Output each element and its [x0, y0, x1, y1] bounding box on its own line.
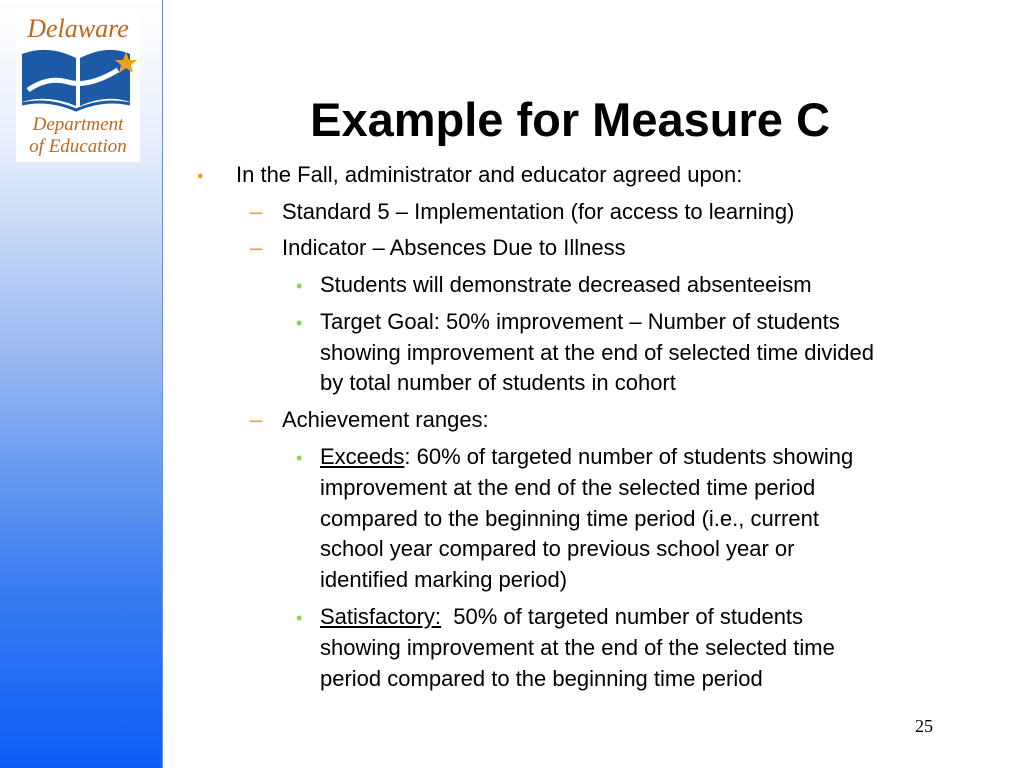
delaware-doe-logo [16, 12, 140, 162]
list-item-level3-continued: identified marking period) [320, 567, 568, 592]
list-item-level2: Standard 5 – Implementation (for access to learning) [282, 199, 795, 224]
list-item-level2: Indicator – Absences Due to Illness [282, 235, 626, 260]
sidebar-gradient [0, 0, 163, 768]
satisfactory-label: Satisfactory: [320, 604, 442, 629]
logo-department-text [16, 114, 140, 158]
list-item-level3 [320, 442, 853, 472]
dash-icon: – [250, 407, 263, 432]
dash-icon: – [250, 199, 263, 224]
list-item-level3: Students will demonstrate decreased absenteeism [320, 272, 812, 297]
list-item-level3-continued: showing improvement at the end of the selected time [320, 635, 835, 660]
logo-line-2: of Education [29, 136, 127, 157]
list-item-level3-continued: improvement at the end of the selected time period [320, 475, 816, 500]
logo-top-word: Delaware [27, 14, 129, 43]
logo-line-1: Department [32, 114, 124, 135]
book-icon [18, 46, 138, 112]
list-item-level3-continued: period compared to the beginning time period [320, 666, 763, 691]
list-item-level1: In the Fall, administrator and educator agreed upon: [236, 162, 743, 187]
dash-icon: – [250, 235, 263, 260]
bullet-icon: • [296, 276, 303, 296]
page-number: 25 [915, 716, 933, 736]
bullet-icon: • [296, 448, 303, 468]
bullet-icon: • [296, 313, 303, 333]
exceeds-text: : 60% of targeted number of students showing [404, 444, 854, 469]
list-item-level3: Target Goal: 50% improvement – Number of students [320, 309, 840, 334]
satisfactory-text: 50% of targeted number of students [441, 604, 804, 629]
list-item-level3-continued: by total number of students in cohort [320, 370, 676, 395]
list-item-level3-continued: school year compared to previous school year or [320, 536, 795, 561]
list-item-level3 [320, 602, 803, 632]
slide-title: Example for Measure C [310, 93, 830, 146]
exceeds-label: Exceeds [320, 444, 405, 469]
bullet-icon: • [197, 166, 204, 186]
list-item-level2: Achievement ranges: [282, 407, 489, 432]
bullet-icon: • [296, 608, 303, 628]
list-item-level3-continued: showing improvement at the end of selected time divided [320, 340, 874, 365]
list-item-level3-continued: compared to the beginning time period (i.e., current [320, 506, 819, 531]
